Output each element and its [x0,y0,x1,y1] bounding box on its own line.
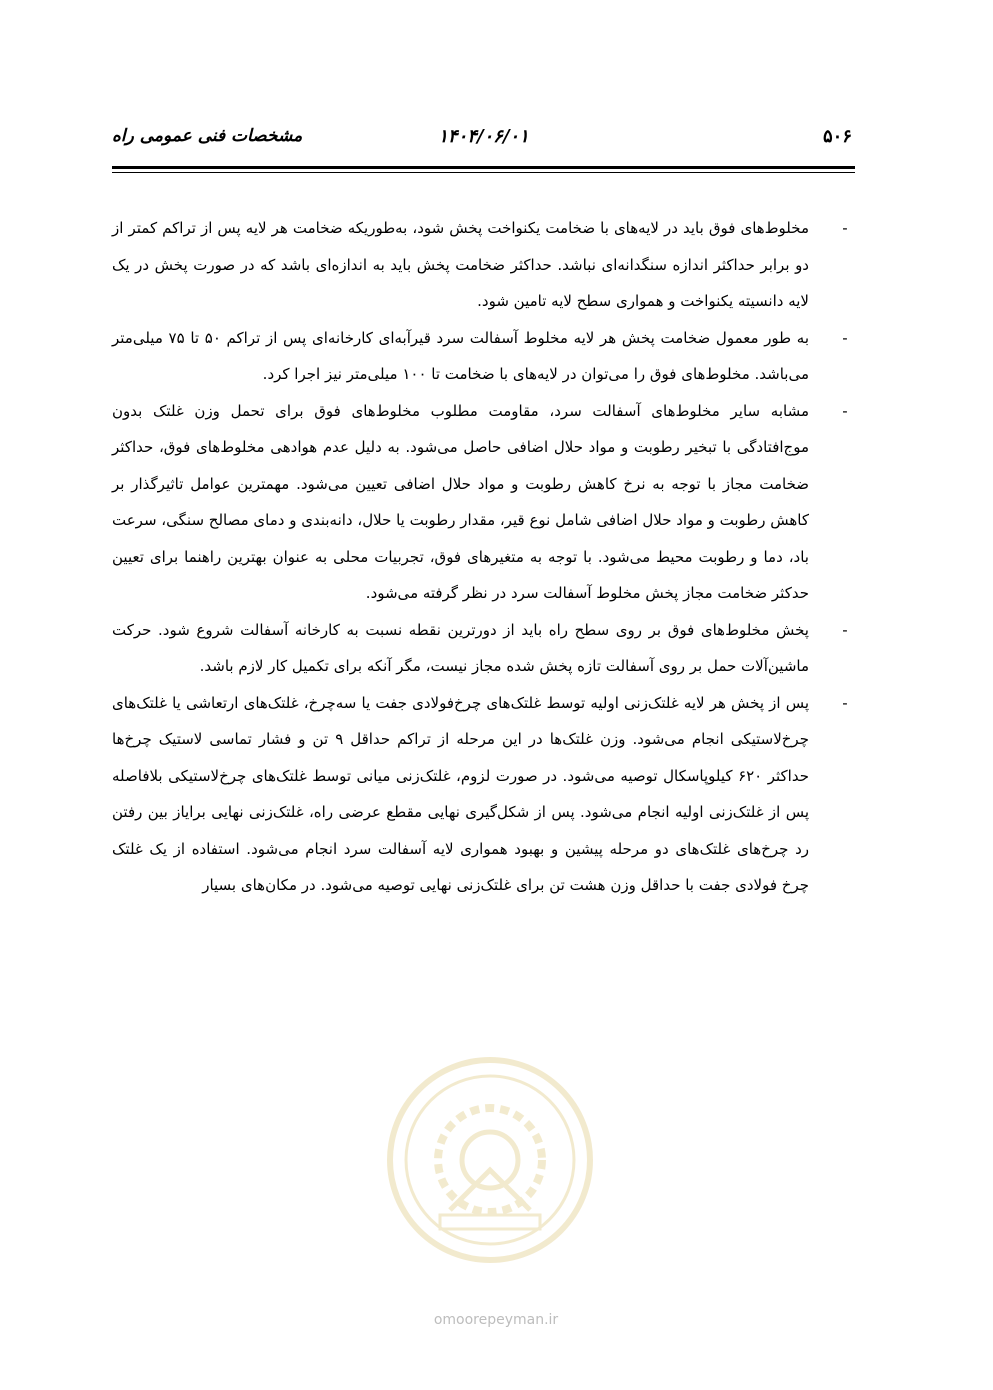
list-item [112,612,855,685]
paragraph-text: به طور معمول ضخامت پخش هر لایه مخلوط آسفالت سرد قیرآبه‌ای کارخانه‌ای پس از تراکم ۵۰ تا ۷۵ میلی‌متر می‌باشد. مخلوط‌های فوق را می‌توان در لایه‌های با ضخامت تا ۱۰۰ میلی‌متر نیز اجرا کرد. [112,328,810,383]
list-item [112,320,855,393]
document-title: مشخصات فنی عمومی راه [112,126,303,146]
bullet-list [112,210,855,904]
page-number: ۵۰۶ [822,126,852,147]
bullet-dash: - [842,328,848,347]
bullet-dash: - [842,620,848,639]
header-rule-thin [112,172,855,173]
list-item [112,210,855,320]
header-date: ۱۴۰۴/۰۶/۰۱ [438,126,529,147]
header-rule-thick [112,166,855,169]
page-header [112,126,855,162]
paragraph-text: مشابه سایر مخلوط‌های آسفالت سرد، مقاومت مطلوب مخلوط‌های فوق برای تحمل وزن غلتک بدون موج‌افتادگی با تبخیر رطوبت و مواد حلال اضافی حاصل می‌شود. به دلیل عدم هوادهی مخلوط‌های فوق، حداکثر ضخامت مجاز با توجه به نرخ کاهش رطوبت و مواد حلال اضافی تعیین می‌شود. مهمترین عوامل تاثیرگذار بر کاهش رطوبت و مواد حلال اضافی شامل نوع قیر، مقدار رطوبت یا حلال، دانه‌بندی و دمای مصالح سنگی، سرعت باد، دما و رطوبت محیط می‌شود. با توجه به متغیرهای فوق، تجربیات محلی به عنوان بهترین راهنما برای تعیین حدکثر ضخامت مجاز پخش مخلوط آسفالت سرد در نظر گرفته می‌شود. [112,401,809,602]
watermark-url: omoorepeyman.ir [433,1312,559,1328]
paragraph-text: پس از پخش هر لایه غلتک‌زنی اولیه توسط غلتک‌های چرخ‌فولادی جفت یا سه‌چرخ، غلتک‌های ارتعاشی یا غلتک‌های چرخ‌لاستیکی انجام می‌شود. وزن غلتک‌ها در این مرحله از تراکم حداقل ۹ تن و فشار تماسی لاستیک چرخ‌ها حداکثر ۶۲۰ کیلوپاسکال توصیه می‌شود. در صورت لزوم، غلتک‌زنی میانی توسط غلتک‌های چرخ‌لاستیکی بلافاصله پس از غلتک‌زنی اولیه انجام می‌شود. پس از شکل‌گیری نهایی مقطع عرضی راه، غلتک‌زنی نهایی برایاز بین رفتن رد چرخ‌های غلتک‌های دو مرحله پیشین و بهبود همواری لایه آسفالت سرد انجام می‌شود. استفاده از یک غلتک چرخ فولادی جفت با حداقل وزن هشت تن برای غلتک‌زنی نهایی توصیه می‌شود. در مکان‌های بسیار [112,693,809,894]
list-item [112,685,855,904]
bullet-dash: - [842,693,848,712]
watermark-seal [380,1050,600,1270]
paragraph-text: پخش مخلوط‌های فوق بر روی سطح راه باید از دورترین نقطه نسبت به کارخانه آسفالت شروع شود. حرکت ماشین‌آلات حمل بر روی آسفالت تازه پخش شده مجاز نیست، مگر آنکه برای تکمیل کار لازم باشد. [112,620,809,675]
paragraph-text: مخلوط‌های فوق باید در لایه‌های با ضخامت یکنواخت پخش شود، به‌طوریکه ضخامت هر لایه پس از تراکم کمتر از دو برابر حداکثر اندازه سنگدانه‌ای نباشد. حداکثر ضخامت پخش باید به اندازه‌ای باشد که در صورت پخش در یک لایه دانسیته یکنواخت و همواری سطح لایه تامین شود. [112,219,809,310]
bullet-dash: - [842,219,848,237]
bullet-dash: - [842,401,848,420]
list-item [112,393,855,612]
